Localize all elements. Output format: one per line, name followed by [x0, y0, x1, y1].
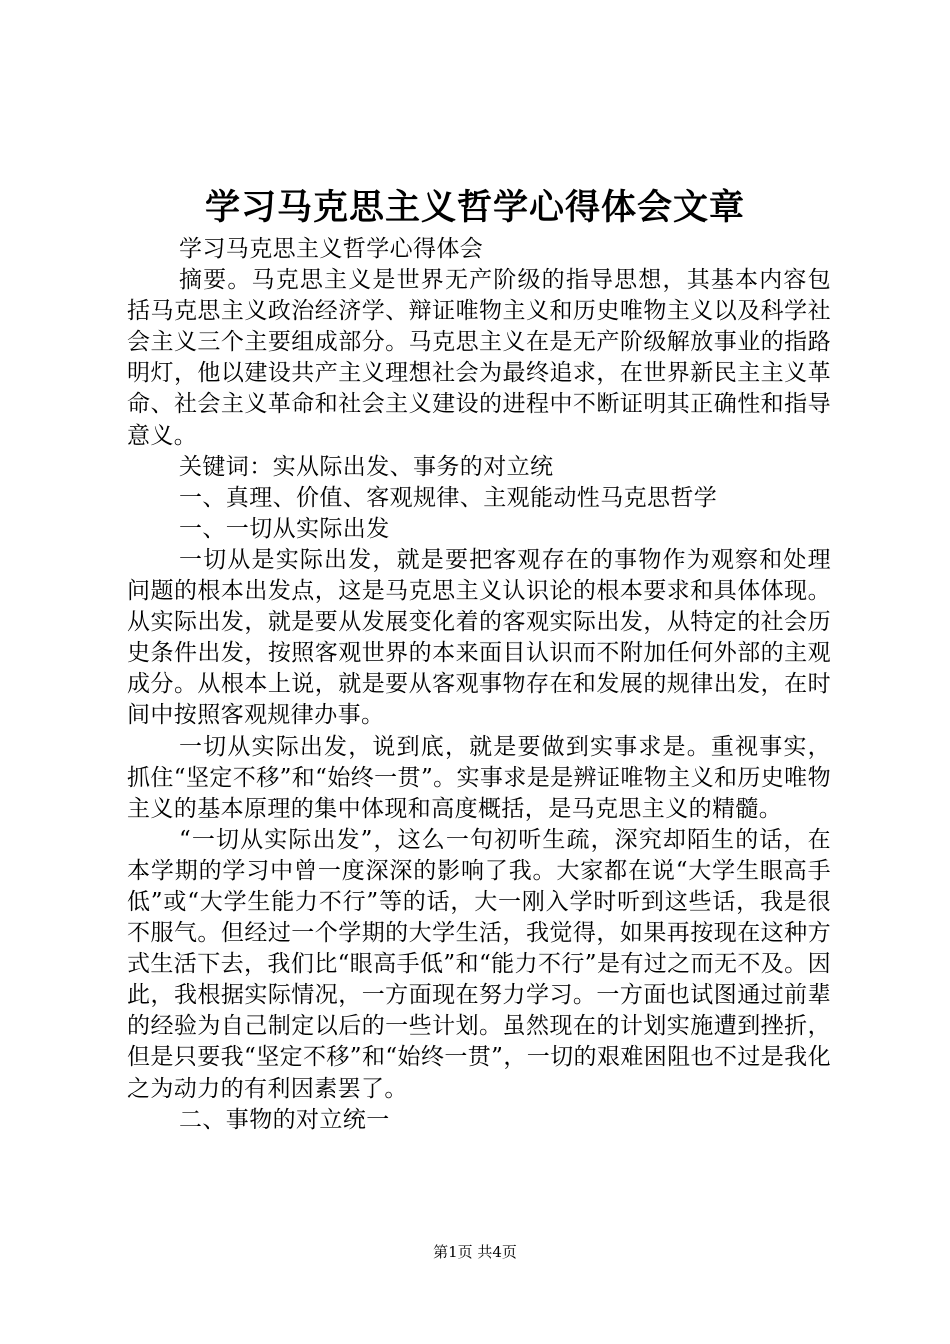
body-paragraph: 一切从是实际出发，就是要把客观存在的事物作为观察和处理问题的根本出发点，这是马克思主义认识论的根本要求和具体体现。从实际出发，就是要从发展变化着的客观实际出发，从特定的社会历史条件出发，按照客观世界的本来面目认识而不附加任何外部的主观成分。从根本上说，就是要从客观事物存在和发展的规律出发，在时间中按照客观规律办事。 [127, 546, 831, 729]
body-paragraph: 二、事物的对立统一 [179, 1106, 390, 1133]
body-paragraph: 一、一切从实际出发 [179, 515, 390, 542]
body-paragraph: 一、真理、价值、客观规律、主观能动性马克思哲学 [179, 484, 718, 511]
body-paragraph: 关键词：实从际出发、事务的对立统 [179, 453, 554, 480]
document-title: 学习马克思主义哲学心得体会文章 [204, 187, 745, 228]
body-paragraph: 学习马克思主义哲学心得体会 [179, 236, 484, 262]
document-body [127, 234, 831, 1136]
body-paragraph: 一切从实际出发，说到底，就是要做到实事求是。重视事实，抓住“坚定不移”和“始终一贯”。实事求是是辨证唯物主义和历史唯物主义的基本原理的集中体现和高度概括，是马克思主义的精髓。 [127, 733, 831, 822]
body-paragraph: “一切从实际出发”，这么一句初听生疏，深究却陌生的话，在本学期的学习中曾一度深深的影响了我。大家都在说“大学生眼高手低”或“大学生能力不行”等的话，大一刚入学时听到这些话，我是很不服气。但经过一个学期的大学生活，我觉得，如果再按现在这种方式生活下去，我们比“眼高手低”和“能力不行”是有过之而无不及。因此，我根据实际情况，一方面现在努力学习。一方面也试图通过前辈的经验为自己制定以后的一些计划。虽然现在的计划实施遭到挫折，但是只要我“坚定不移”和“始终一贯”，一切的艰难困阻也不过是我化之为动力的有利因素罢了。 [127, 826, 831, 1102]
body-paragraph: 摘要。马克思主义是世界无产阶级的指导思想，其基本内容包括马克思主义政治经济学、辩证唯物主义和历史唯物主义以及科学社会主义三个主要组成部分。马克思主义在是无产阶级解放事业的指路明灯，他以建设共产主义理想社会为最终追求，在世界新民主主义革命、社会主义革命和社会主义建设的进程中不断证明其正确性和指导意义。 [127, 267, 831, 449]
page-footer: 第1页 共4页 [433, 1243, 517, 1261]
